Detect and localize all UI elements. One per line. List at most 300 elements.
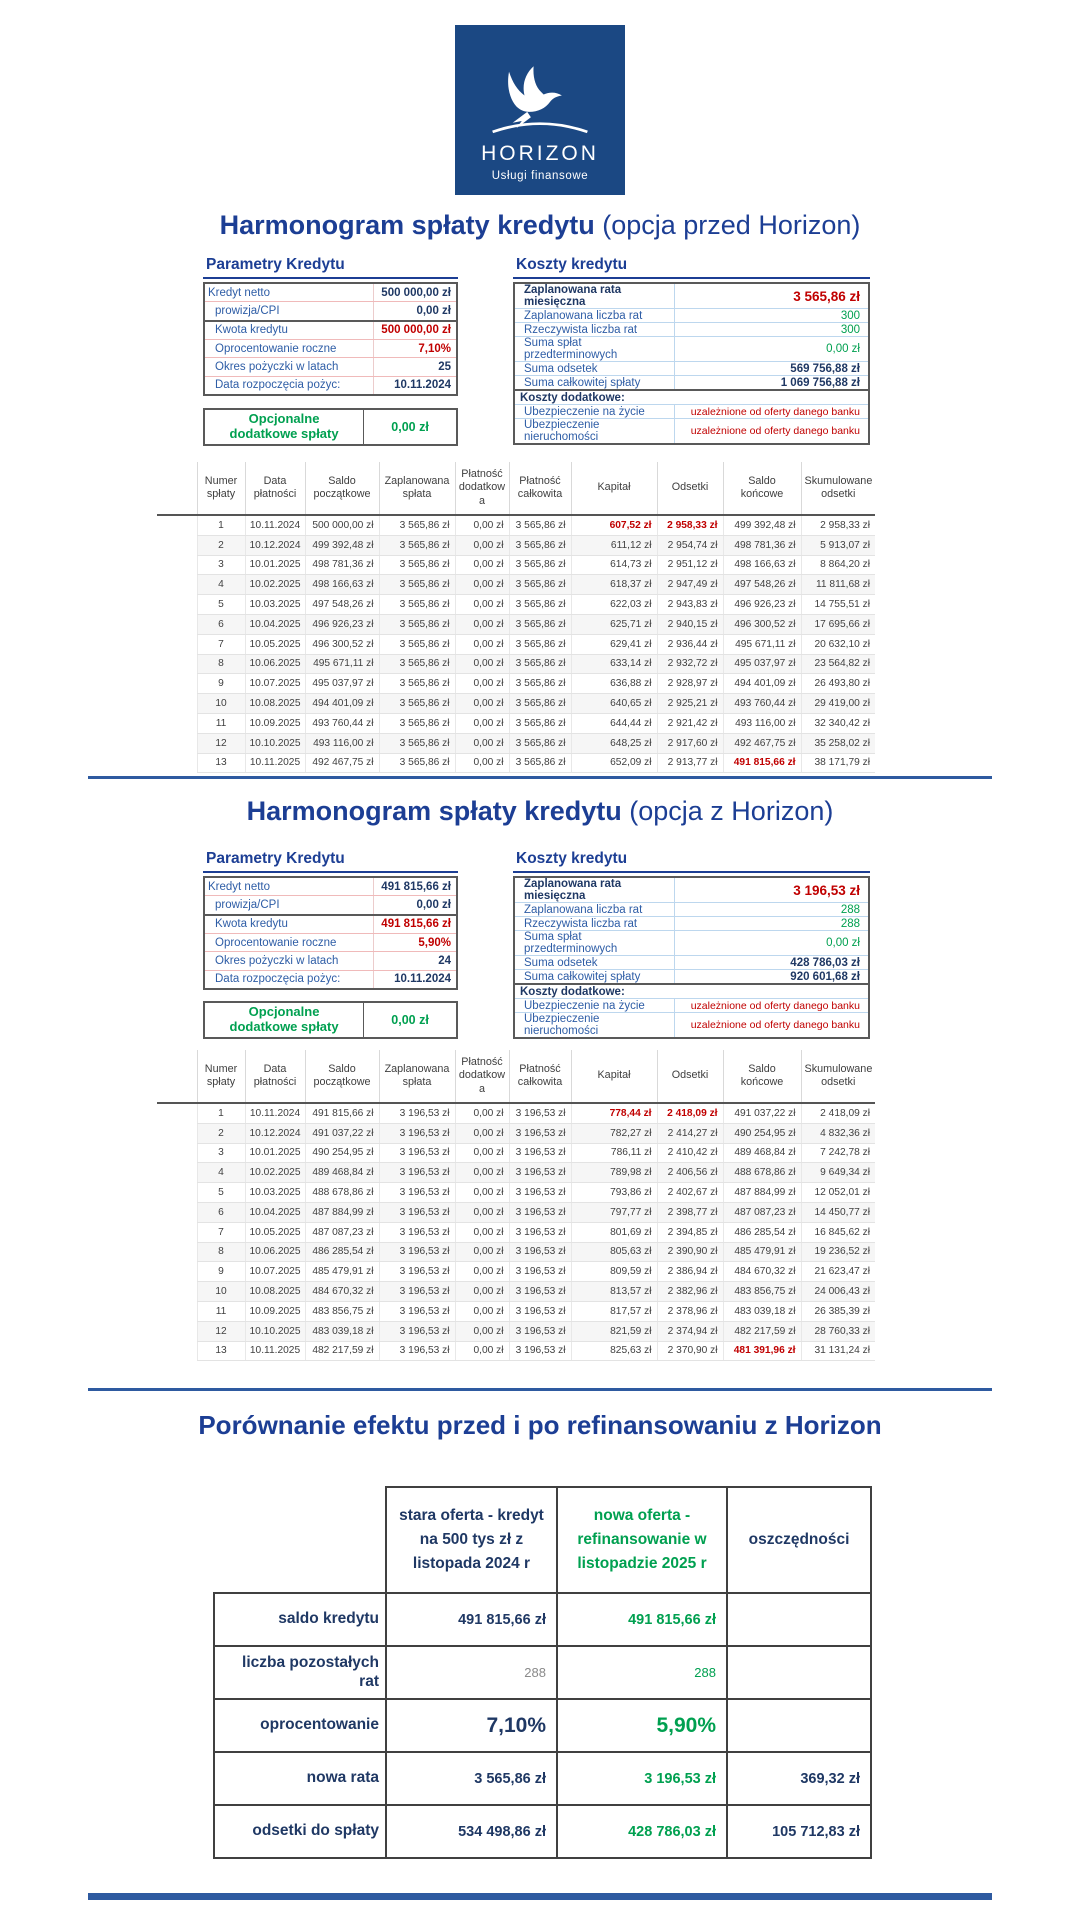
schedule-cell: 10.11.2025: [245, 753, 305, 773]
param-value: 500 000,00 zł: [373, 284, 456, 301]
schedule-cell: 0,00 zł: [455, 595, 509, 615]
comparison-header-blank: [214, 1487, 386, 1593]
cost-label: Ubezpieczenie na życie: [524, 999, 645, 1012]
schedule-col-header: Płatność całkowita: [509, 1050, 571, 1103]
schedule-row: [157, 1183, 875, 1203]
schedule-cell: 2 947,49 zł: [657, 575, 723, 595]
schedule-cell: 498 781,36 zł: [723, 535, 801, 555]
schedule-cell: 5: [197, 595, 245, 615]
schedule-cell: 3 196,53 zł: [509, 1222, 571, 1242]
schedule-cell: 801,69 zł: [571, 1222, 657, 1242]
schedule-cell: 10.08.2025: [245, 1282, 305, 1302]
schedule-cell: 487 884,99 zł: [305, 1202, 379, 1222]
schedule-cell: 3 565,86 zł: [509, 555, 571, 575]
schedule-cell: 8: [197, 1242, 245, 1262]
schedule-cell: 3 196,53 zł: [379, 1321, 455, 1341]
schedule-cell: 499 392,48 zł: [305, 535, 379, 555]
schedule-row: [157, 575, 875, 595]
schedule-cell: 2 386,94 zł: [657, 1262, 723, 1282]
costs2-box: [513, 876, 870, 1039]
schedule-cell: 495 037,97 zł: [305, 674, 379, 694]
cost-row: [515, 308, 868, 322]
schedule-cell: 10.04.2025: [245, 614, 305, 634]
schedule-cell: 497 548,26 zł: [723, 575, 801, 595]
schedule-cell: 3 565,86 zł: [379, 595, 455, 615]
schedule-cell: 498 166,63 zł: [305, 575, 379, 595]
schedule-cell: 17 695,66 zł: [801, 614, 875, 634]
schedule-cell: 3 565,86 zł: [509, 634, 571, 654]
schedule-cell: 10: [197, 1282, 245, 1302]
cost-value: uzależnione od oferty danego banku: [674, 999, 868, 1012]
schedule-cell: 640,65 zł: [571, 694, 657, 714]
cost-row: [515, 418, 868, 443]
schedule-cell: 0,00 zł: [455, 1242, 509, 1262]
schedule-cell: 2 390,90 zł: [657, 1242, 723, 1262]
cost-label: Suma całkowitej spłaty: [524, 376, 641, 389]
schedule-cell: 10.11.2025: [245, 1341, 305, 1361]
cost-row: [515, 389, 868, 404]
schedule-cell: 786,11 zł: [571, 1143, 657, 1163]
schedule-cell: 496 926,23 zł: [723, 595, 801, 615]
schedule-table: [157, 462, 875, 773]
schedule-col-header: Zaplanowana spłata: [379, 462, 455, 515]
cost-row: [515, 969, 868, 983]
param-value: 10.11.2024: [373, 377, 456, 394]
schedule-cell: 3 565,86 zł: [509, 733, 571, 753]
schedule-cell: 3 196,53 zł: [509, 1242, 571, 1262]
schedule-cell: 488 678,86 zł: [723, 1163, 801, 1183]
schedule-cell: 491 815,66 zł: [305, 1103, 379, 1123]
schedule-cell: 3 196,53 zł: [379, 1242, 455, 1262]
schedule-cell: 495 037,97 zł: [723, 654, 801, 674]
param-value: 7,10%: [373, 340, 456, 357]
param-label: Kwota kredytu: [215, 918, 288, 931]
comparison-row: [214, 1699, 871, 1752]
schedule-cell: 498 166,63 zł: [723, 555, 801, 575]
schedule-cell: 489 468,84 zł: [723, 1143, 801, 1163]
comparison-row-label: saldo kredytu: [214, 1593, 386, 1646]
schedule-cell: 2 958,33 zł: [657, 515, 723, 535]
schedule-cell: 482 217,59 zł: [723, 1321, 801, 1341]
params2-box-title: Parametry Kredytu: [203, 850, 458, 873]
cost-row: [515, 878, 868, 902]
cost-row: [515, 998, 868, 1012]
schedule-cell: 821,59 zł: [571, 1321, 657, 1341]
schedule-col-header: Numer spłaty: [197, 1050, 245, 1103]
schedule-cell: 0,00 zł: [455, 1301, 509, 1321]
schedule-cell: 482 217,59 zł: [305, 1341, 379, 1361]
schedule-cell: 3 565,86 zł: [379, 753, 455, 773]
cost-label: Rzeczywista liczba rat: [524, 917, 638, 930]
comparison-row-label: nowa rata: [214, 1752, 386, 1805]
param-label: Oprocentowanie roczne: [215, 342, 337, 355]
logo-tagline: Usługi finansowe: [491, 170, 589, 182]
cost-row: [515, 955, 868, 969]
schedule-cell: 494 401,09 zł: [305, 694, 379, 714]
schedule-cell: 2 370,90 zł: [657, 1341, 723, 1361]
schedule-cell: 3 565,86 zł: [509, 535, 571, 555]
schedule-cell: 5 913,07 zł: [801, 535, 875, 555]
cost-row: [515, 336, 868, 361]
schedule-cell: 491 037,22 zł: [723, 1103, 801, 1123]
param-label: prowizja/CPI: [215, 898, 280, 911]
schedule-cell: 490 254,95 zł: [305, 1143, 379, 1163]
comparison-old-value: 491 815,66 zł: [386, 1593, 557, 1646]
schedule-col-header: Zaplanowana spłata: [379, 1050, 455, 1103]
comparison-savings-value: 369,32 zł: [727, 1752, 871, 1805]
section-divider: [88, 1388, 992, 1391]
comparison-row-label: liczba pozostałych rat: [214, 1646, 386, 1699]
schedule-cell: 3 196,53 zł: [379, 1222, 455, 1242]
schedule-cell: 492 467,75 zł: [305, 753, 379, 773]
schedule-cell: 3 196,53 zł: [379, 1103, 455, 1123]
schedule-cell: 1: [197, 1103, 245, 1123]
schedule-cell: 3 565,86 zł: [509, 575, 571, 595]
schedule-cell: 493 116,00 zł: [723, 713, 801, 733]
cost-label: Suma spłat przedterminowych: [524, 337, 618, 361]
schedule-cell: 2 378,96 zł: [657, 1301, 723, 1321]
schedule-cell: 0,00 zł: [455, 1103, 509, 1123]
schedule-cell: 16 845,62 zł: [801, 1222, 875, 1242]
comparison-header-savings: oszczędności: [727, 1487, 871, 1593]
schedule-cell: 494 401,09 zł: [723, 674, 801, 694]
schedule-cell: 8 864,20 zł: [801, 555, 875, 575]
param-label: Data rozpoczęcia pożyc:: [215, 379, 341, 392]
schedule-cell: 3 196,53 zł: [379, 1143, 455, 1163]
schedule-cell: 3 565,86 zł: [509, 515, 571, 535]
param-row: [205, 914, 456, 933]
param-row: [205, 301, 456, 319]
schedule-cell: 483 039,18 zł: [305, 1321, 379, 1341]
schedule-cell: 24 006,43 zł: [801, 1282, 875, 1302]
comparison-savings-value: 105 712,83 zł: [727, 1805, 871, 1858]
schedule-cell: 652,09 zł: [571, 753, 657, 773]
schedule-cell: 3 565,86 zł: [379, 733, 455, 753]
schedule-cell: 648,25 zł: [571, 733, 657, 753]
horizon-logo: [455, 25, 625, 195]
schedule-cell: 629,41 zł: [571, 634, 657, 654]
schedule-cell: 0,00 zł: [455, 1143, 509, 1163]
schedule-col-header: Saldo końcowe: [723, 1050, 801, 1103]
section1-title: [0, 210, 1080, 241]
param-value: 0,00 zł: [373, 302, 456, 319]
schedule-cell: 496 926,23 zł: [305, 614, 379, 634]
comparison-new-value: 3 196,53 zł: [557, 1752, 727, 1805]
schedule-cell: 31 131,24 zł: [801, 1341, 875, 1361]
schedule-cell: 489 468,84 zł: [305, 1163, 379, 1183]
schedule-cell: 8: [197, 654, 245, 674]
schedule-col-header: Numer spłaty: [197, 462, 245, 515]
schedule-col-header: Kapitał: [571, 1050, 657, 1103]
schedule-col-header: Kapitał: [571, 462, 657, 515]
param-value: 500 000,00 zł: [373, 322, 456, 339]
schedule-cell: 809,59 zł: [571, 1262, 657, 1282]
schedule-row: [157, 614, 875, 634]
param-row: [205, 951, 456, 969]
comparison-table: [213, 1486, 872, 1859]
schedule-cell: 0,00 zł: [455, 713, 509, 733]
param-row: [205, 320, 456, 339]
schedule-cell: 3 196,53 zł: [509, 1321, 571, 1341]
cost-value: 0,00 zł: [674, 337, 868, 361]
schedule-col-header: Płatność dodatkowa: [455, 1050, 509, 1103]
comparison-table-wrap: [213, 1486, 872, 1859]
schedule-col-header: Płatność dodatkowa: [455, 462, 509, 515]
schedule-cell: 825,63 zł: [571, 1341, 657, 1361]
schedule-cell: 12 052,01 zł: [801, 1183, 875, 1203]
schedule-cell: 38 171,79 zł: [801, 753, 875, 773]
optional-payments1-box: [203, 408, 458, 446]
comparison-row: [214, 1593, 871, 1646]
schedule-row: [157, 555, 875, 575]
schedule-row: [157, 1202, 875, 1222]
schedule-cell: 2 954,74 zł: [657, 535, 723, 555]
schedule-cell: 3 196,53 zł: [509, 1103, 571, 1123]
optional-payments-label: Opcjonalne dodatkowe spłaty: [229, 411, 339, 441]
schedule-cell: 488 678,86 zł: [305, 1183, 379, 1203]
cost-row: [515, 284, 868, 308]
schedule-cell: 10.06.2025: [245, 1242, 305, 1262]
schedule-cell: 3 565,86 zł: [509, 713, 571, 733]
schedule-cell: 805,63 zł: [571, 1242, 657, 1262]
schedule-cell: 487 884,99 zł: [723, 1183, 801, 1203]
cost-value: 3 565,86 zł: [674, 284, 868, 308]
schedule-cell: 2: [197, 535, 245, 555]
schedule-cell: 10.04.2025: [245, 1202, 305, 1222]
schedule-cell: 813,57 zł: [571, 1282, 657, 1302]
schedule-cell: 2 951,12 zł: [657, 555, 723, 575]
schedule-cell: 3 565,86 zł: [379, 614, 455, 634]
param-label: Kredyt netto: [208, 880, 271, 893]
cost-label: Koszty dodatkowe:: [520, 391, 625, 404]
schedule-cell: 483 856,75 zł: [723, 1282, 801, 1302]
schedule-cell: 499 392,48 zł: [723, 515, 801, 535]
schedule-cell: 496 300,52 zł: [305, 634, 379, 654]
schedule-cell: 5: [197, 1183, 245, 1203]
schedule-cell: 2 402,67 zł: [657, 1183, 723, 1203]
comparison-row: [214, 1752, 871, 1805]
schedule-cell: 26 493,80 zł: [801, 674, 875, 694]
schedule-cell: 6: [197, 614, 245, 634]
cost-row: [515, 375, 868, 389]
cost-value: uzależnione od oferty danego banku: [674, 419, 868, 443]
schedule-cell: 11 811,68 zł: [801, 575, 875, 595]
schedule-cell: 3 565,86 zł: [379, 575, 455, 595]
schedule-cell: 10.01.2025: [245, 555, 305, 575]
section2-title: [0, 796, 1080, 827]
schedule-cell: 11: [197, 1301, 245, 1321]
schedule-cell: 4 832,36 zł: [801, 1123, 875, 1143]
eagle-icon: [484, 59, 596, 141]
schedule-cell: 2 925,21 zł: [657, 694, 723, 714]
schedule-cell: 3 565,86 zł: [509, 654, 571, 674]
schedule-cell: 2 917,60 zł: [657, 733, 723, 753]
schedule-col-header: Saldo końcowe: [723, 462, 801, 515]
schedule-col-header: Skumulowane odsetki: [801, 1050, 875, 1103]
schedule-cell: 3 196,53 zł: [509, 1341, 571, 1361]
schedule-col-header: Skumulowane odsetki: [801, 462, 875, 515]
schedule-cell: 3 196,53 zł: [509, 1183, 571, 1203]
schedule-cell: 3 565,86 zł: [379, 555, 455, 575]
schedule-cell: 7: [197, 634, 245, 654]
schedule-col-header: Data płatności: [245, 462, 305, 515]
schedule-cell: 618,37 zł: [571, 575, 657, 595]
schedule-cell: 0,00 zł: [455, 1321, 509, 1341]
schedule-cell: 611,12 zł: [571, 535, 657, 555]
schedule-cell: 21 623,47 zł: [801, 1262, 875, 1282]
schedule-cell: 2 928,97 zł: [657, 674, 723, 694]
schedule-row: [157, 1301, 875, 1321]
cost-value: uzależnione od oferty danego banku: [674, 405, 868, 418]
param-label: Okres pożyczki w latach: [215, 954, 339, 967]
params1-box: [203, 282, 458, 396]
schedule-cell: 493 116,00 zł: [305, 733, 379, 753]
cost-value: 428 786,03 zł: [674, 956, 868, 969]
cost-label: Zaplanowana rata miesięczna: [524, 878, 622, 902]
schedule-cell: 0,00 zł: [455, 1202, 509, 1222]
schedule-cell: 644,44 zł: [571, 713, 657, 733]
schedule-row: [157, 1123, 875, 1143]
section-divider: [88, 776, 992, 779]
schedule-cell: 9: [197, 674, 245, 694]
schedule-cell: 3 196,53 zł: [509, 1262, 571, 1282]
param-row: [205, 376, 456, 394]
schedule-cell: 3 196,53 zł: [509, 1301, 571, 1321]
comparison-old-value: 7,10%: [386, 1699, 557, 1752]
schedule-cell: 3 196,53 zł: [509, 1163, 571, 1183]
schedule-cell: 10.02.2025: [245, 575, 305, 595]
schedule-cell: 3 565,86 zł: [379, 674, 455, 694]
schedule-cell: 0,00 zł: [455, 654, 509, 674]
schedule-cell: 3 565,86 zł: [379, 694, 455, 714]
schedule-cell: 10.05.2025: [245, 1222, 305, 1242]
costs1-box-title: Koszty kredytu: [513, 256, 870, 279]
schedule-cell: 3 196,53 zł: [379, 1163, 455, 1183]
cost-row: [515, 404, 868, 418]
bottom-divider-bar: [88, 1893, 992, 1900]
optional-payments-value: 0,00 zł: [363, 1003, 456, 1037]
schedule-cell: 10.12.2024: [245, 1123, 305, 1143]
schedule-col-header: Data płatności: [245, 1050, 305, 1103]
param-row: [205, 933, 456, 951]
schedule-cell: 7 242,78 zł: [801, 1143, 875, 1163]
cost-value: 1 069 756,88 zł: [674, 376, 868, 389]
schedule-row: [157, 1163, 875, 1183]
schedule-cell: 14 755,51 zł: [801, 595, 875, 615]
param-value: 25: [373, 358, 456, 375]
param-row: [205, 895, 456, 913]
schedule-cell: 3 196,53 zł: [379, 1282, 455, 1302]
schedule-cell: 3 565,86 zł: [379, 515, 455, 535]
schedule-row: [157, 595, 875, 615]
cost-label: Ubezpieczenie nieruchomości: [524, 1013, 600, 1037]
schedule-cell: 10.10.2025: [245, 1321, 305, 1341]
schedule-row: [157, 694, 875, 714]
comparison-row: [214, 1646, 871, 1699]
schedule-cell: 3 196,53 zł: [509, 1143, 571, 1163]
schedule-cell: 493 760,44 zł: [305, 713, 379, 733]
schedule-cell: 10.03.2025: [245, 1183, 305, 1203]
schedule-cell: 3 196,53 zł: [379, 1262, 455, 1282]
schedule-table: [157, 1050, 875, 1361]
param-row: [205, 970, 456, 988]
cost-label: Koszty dodatkowe:: [520, 985, 625, 998]
schedule-cell: 12: [197, 1321, 245, 1341]
schedule-cell: 490 254,95 zł: [723, 1123, 801, 1143]
schedule-cell: 7: [197, 1222, 245, 1242]
schedule-cell: 493 760,44 zł: [723, 694, 801, 714]
param-value: 24: [373, 952, 456, 969]
param-row: [205, 284, 456, 301]
schedule-cell: 2 406,56 zł: [657, 1163, 723, 1183]
schedule-cell: 29 419,00 zł: [801, 694, 875, 714]
schedule-cell: 12: [197, 733, 245, 753]
schedule-cell: 2 410,42 zł: [657, 1143, 723, 1163]
schedule-col-header: Płatność całkowita: [509, 462, 571, 515]
cost-label: Rzeczywista liczba rat: [524, 323, 638, 336]
param-value: 0,00 zł: [373, 896, 456, 913]
cost-label: Suma odsetek: [524, 956, 598, 969]
param-label: prowizja/CPI: [215, 304, 280, 317]
param-label: Okres pożyczki w latach: [215, 360, 339, 373]
cost-value: 3 196,53 zł: [674, 878, 868, 902]
schedule-row: [157, 1143, 875, 1163]
params2-box: [203, 876, 458, 990]
schedule-cell: 0,00 zł: [455, 1222, 509, 1242]
schedule-cell: 0,00 zł: [455, 614, 509, 634]
cost-value: 569 756,88 zł: [674, 362, 868, 375]
cost-row: [515, 902, 868, 916]
schedule-cell: 11: [197, 713, 245, 733]
schedule-cell: 0,00 zł: [455, 535, 509, 555]
schedule-cell: 3 196,53 zł: [509, 1282, 571, 1302]
schedule-cell: 778,44 zł: [571, 1103, 657, 1123]
schedule-row: [157, 1321, 875, 1341]
schedule-cell: 2 940,15 zł: [657, 614, 723, 634]
schedule-cell: 1: [197, 515, 245, 535]
schedule-cell: 10: [197, 694, 245, 714]
schedule-row: [157, 733, 875, 753]
param-label: Oprocentowanie roczne: [215, 936, 337, 949]
schedule-cell: 2 913,77 zł: [657, 753, 723, 773]
schedule-cell: 3 196,53 zł: [379, 1183, 455, 1203]
schedule-cell: 3 565,86 zł: [379, 713, 455, 733]
cost-row: [515, 322, 868, 336]
schedule-cell: 817,57 zł: [571, 1301, 657, 1321]
schedule-row: [157, 713, 875, 733]
param-row: [205, 878, 456, 895]
schedule-cell: 0,00 zł: [455, 1341, 509, 1361]
comparison-new-value: 5,90%: [557, 1699, 727, 1752]
cost-label: Suma całkowitej spłaty: [524, 970, 641, 983]
comparison-header-old: stara oferta - kredyt na 500 tys zł z listopada 2024 r: [386, 1487, 557, 1593]
schedule-cell: 2 382,96 zł: [657, 1282, 723, 1302]
comparison-row: [214, 1805, 871, 1858]
param-label: Kredyt netto: [208, 286, 271, 299]
schedule-cell: 789,98 zł: [571, 1163, 657, 1183]
schedule-col-header: Odsetki: [657, 1050, 723, 1103]
comparison-row-label: odsetki do spłaty: [214, 1805, 386, 1858]
schedule-cell: 10.01.2025: [245, 1143, 305, 1163]
cost-label: Zaplanowana rata miesięczna: [524, 284, 622, 308]
schedule-cell: 485 479,91 zł: [723, 1242, 801, 1262]
schedule-cell: 2 374,94 zł: [657, 1321, 723, 1341]
param-value: 491 815,66 zł: [373, 878, 456, 895]
schedule-cell: 3 565,86 zł: [509, 753, 571, 773]
schedule1-table-wrap: [157, 462, 875, 773]
comparison-savings-value: [727, 1593, 871, 1646]
cost-value: 920 601,68 zł: [674, 970, 868, 983]
